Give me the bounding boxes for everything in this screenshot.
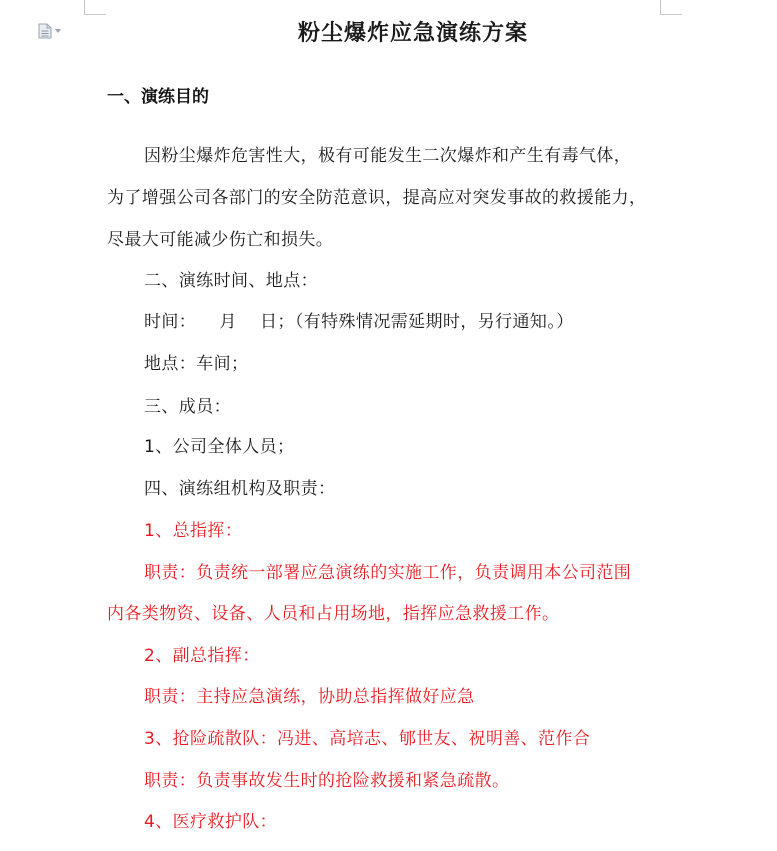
commander-title: 1、总指挥： [144,521,243,541]
members-line: 1、公司全体人员； [144,437,295,457]
rescue-duty-line: 职责：负责事故发生时的抢险救援和紧急疏散。 [144,771,510,791]
paragraph-line: 因粉尘爆炸危害性大，极有可能发生二次爆炸和产生有毒气体， [144,146,632,166]
crop-mark [84,14,106,15]
crop-mark [84,0,85,14]
section-heading-members: 三、成员： [144,397,231,417]
section-heading-time-place: 二、演练时间、地点： [144,271,318,291]
commander-duty-line: 职责：负责统一部署应急演练的实施工作，负责调用本公司范围 [144,563,632,583]
time-line: 时间： 月 日；（有特殊情况需延期时，另行通知。） [144,312,574,332]
medical-team-title: 4、医疗救护队： [144,812,278,832]
paragraph-line: 尽最大可能减少伤亡和损失。 [107,230,334,250]
place-line: 地点：车间； [144,354,249,374]
commander-duty-line: 内各类物资、设备、人员和占用场地，指挥应急救援工作。 [107,604,560,624]
paragraph-line: 为了增强公司各部门的安全防范意识，提高应对突发事故的救援能力， [107,188,647,208]
section-heading-purpose: 一、演练目的 [107,87,209,107]
crop-mark [660,14,682,15]
rescue-team-line: 3、抢险疏散队：冯进、高培志、郇世友、祝明善、范作合 [144,729,591,749]
deputy-title: 2、副总指挥： [144,646,260,666]
crop-mark [660,0,661,14]
section-heading-organization: 四、演练组机构及职责： [144,479,336,499]
document-title: 粉尘爆炸应急演练方案 [297,21,528,46]
deputy-duty-line: 职责：主持应急演练，协助总指挥做好应急 [144,687,475,707]
